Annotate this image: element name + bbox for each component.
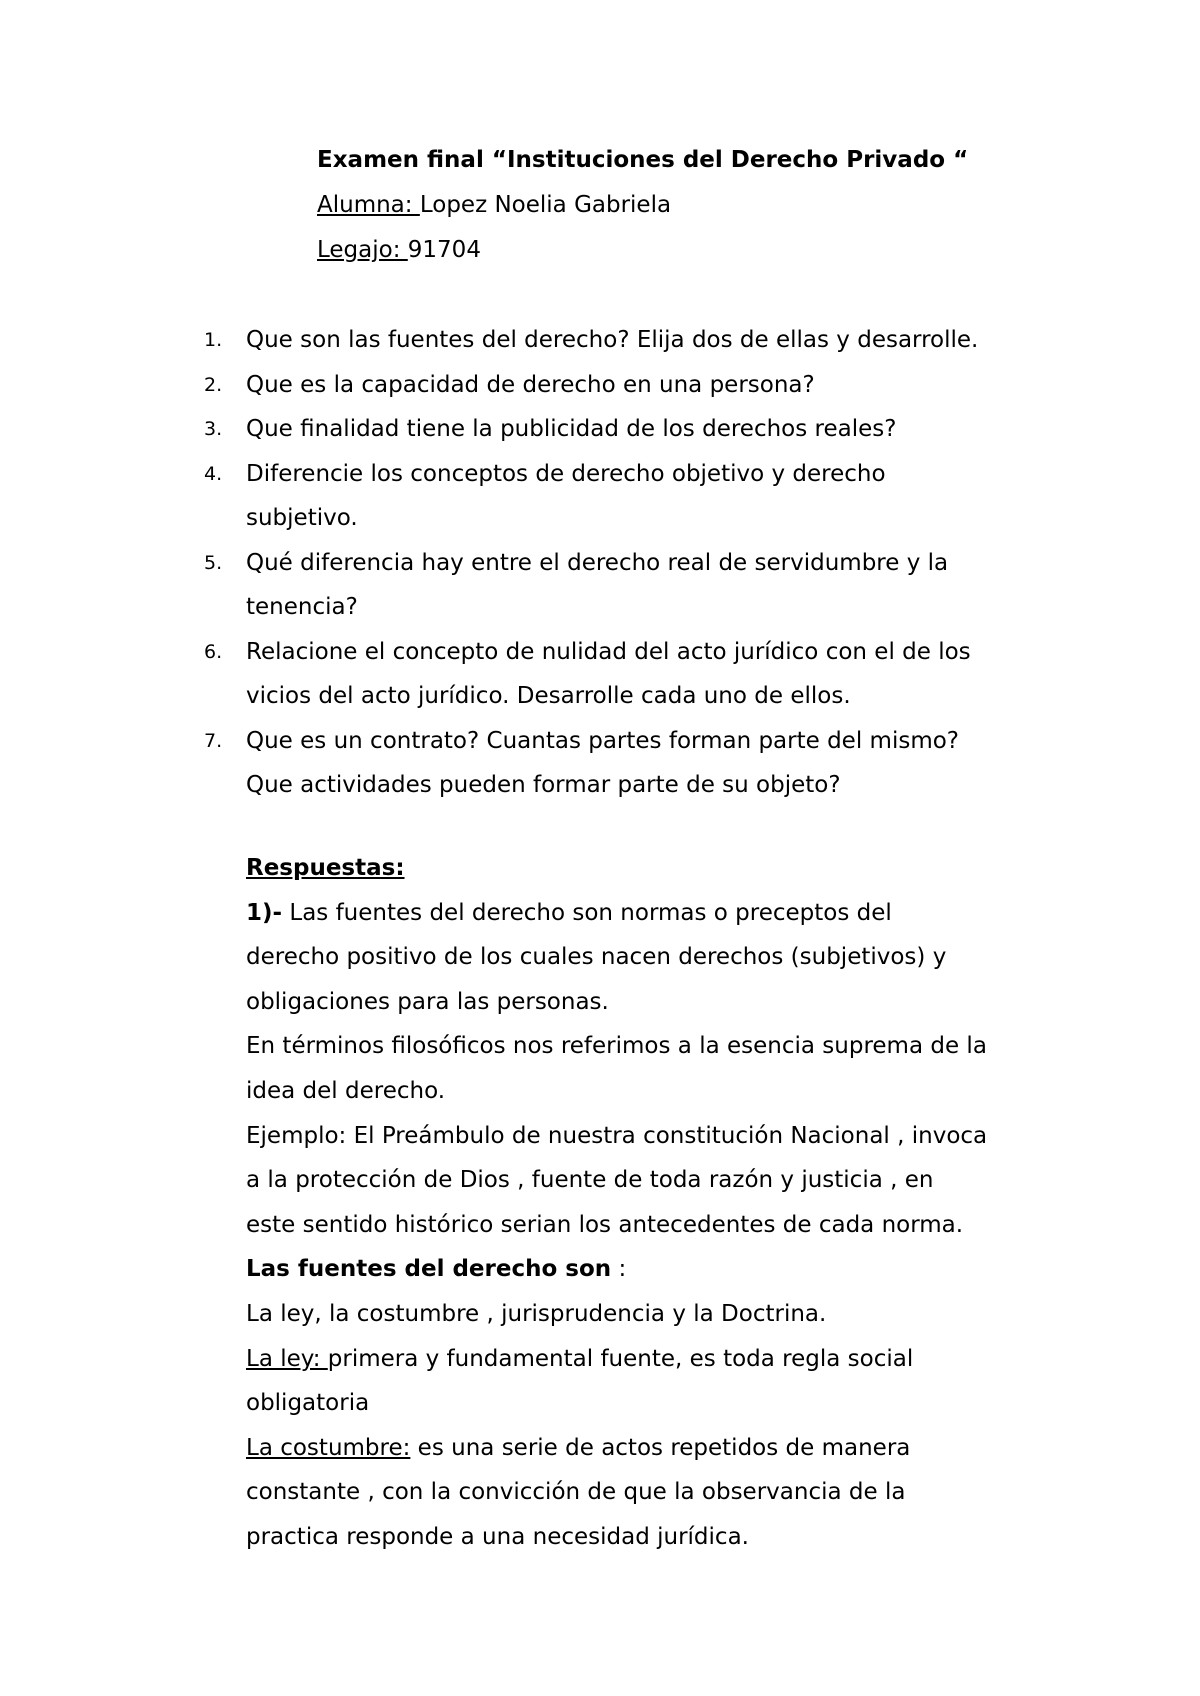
student-line bbox=[317, 183, 968, 228]
answer-1-line: obligaciones para las personas. bbox=[246, 988, 609, 1015]
answer-1-line: a la protección de Dios , fuente de toda razón y justicia , en bbox=[246, 1167, 934, 1194]
question-text-line: Que es la capacidad de derecho en una persona? bbox=[246, 371, 815, 398]
sources-colon: : bbox=[611, 1256, 627, 1283]
ley-line: obligatoria bbox=[246, 1390, 370, 1417]
legajo-value: 91704 bbox=[407, 237, 481, 263]
question-item bbox=[204, 452, 1064, 541]
ley-label: La ley: bbox=[246, 1345, 328, 1372]
question-item bbox=[204, 318, 1064, 363]
sources-heading-line bbox=[246, 1247, 1066, 1292]
answer-1-line: derecho positivo de los cuales nacen derechos (subjetivos) y bbox=[246, 944, 947, 971]
question-text-line: Que actividades pueden formar parte de su objeto? bbox=[246, 772, 841, 798]
answer-1-line: este sentido histórico serian los antecedentes de cada norma. bbox=[246, 1211, 964, 1238]
question-number: 5. bbox=[204, 551, 223, 574]
question-text-line: Relacione el concepto de nulidad del acto jurídico con el de los bbox=[246, 638, 971, 665]
student-label: Alumna: bbox=[317, 192, 420, 218]
question-number: 2. bbox=[204, 373, 223, 396]
costumbre-line bbox=[246, 1426, 1066, 1471]
document-header bbox=[317, 138, 968, 273]
question-text-line: Diferencie los conceptos de derecho objetivo y derecho bbox=[246, 460, 886, 487]
question-item bbox=[204, 630, 1064, 719]
answer-1-line bbox=[246, 891, 1066, 936]
question-number: 7. bbox=[204, 729, 223, 752]
question-item bbox=[204, 541, 1064, 630]
question-list bbox=[204, 318, 1064, 808]
question-text-line: tenencia? bbox=[246, 594, 358, 620]
question-text-line: Qué diferencia hay entre el derecho real de servidumbre y la bbox=[246, 549, 949, 576]
question-number: 3. bbox=[204, 418, 223, 440]
question-item bbox=[204, 363, 1064, 408]
sources-heading: Las fuentes del derecho son bbox=[246, 1256, 612, 1283]
answer-1-number: 1)- bbox=[246, 899, 283, 926]
answers-heading: Respuestas: bbox=[246, 855, 405, 881]
question-item bbox=[204, 719, 1064, 808]
sources-list: La ley, la costumbre , jurisprudencia y la Doctrina. bbox=[246, 1300, 827, 1327]
answer-1-line: Ejemplo: El Preámbulo de nuestra constitución Nacional , invoca bbox=[246, 1122, 988, 1149]
answers-section bbox=[246, 846, 1066, 1560]
answer-1-text: Las fuentes del derecho son normas o preceptos del bbox=[282, 899, 892, 926]
question-item bbox=[204, 407, 1064, 452]
ley-line bbox=[246, 1337, 1066, 1382]
question-number: 4. bbox=[204, 462, 223, 485]
question-number: 1. bbox=[204, 329, 223, 351]
legajo-label: Legajo: bbox=[317, 237, 408, 263]
question-text-line: subjetivo. bbox=[246, 505, 358, 531]
question-text-line: Que finalidad tiene la publicidad de los derechos reales? bbox=[246, 416, 897, 442]
costumbre-line: practica responde a una necesidad jurídica. bbox=[246, 1523, 749, 1550]
answer-1-line: En términos filosóficos nos referimos a la esencia suprema de la bbox=[246, 1033, 987, 1060]
question-text-line: vicios del acto jurídico. Desarrolle cada uno de ellos. bbox=[246, 683, 851, 709]
costumbre-line: constante , con la convicción de que la observancia de la bbox=[246, 1479, 906, 1506]
exam-title: Examen final “Instituciones del Derecho Privado “ bbox=[317, 147, 969, 173]
answer-1-line: idea del derecho. bbox=[246, 1077, 446, 1104]
question-number: 6. bbox=[204, 640, 223, 663]
costumbre-label: La costumbre: bbox=[246, 1434, 411, 1461]
question-text-line: Que es un contrato? Cuantas partes forman parte del mismo? bbox=[246, 727, 959, 754]
legajo-line bbox=[317, 228, 968, 273]
question-text-line: Que son las fuentes del derecho? Elija dos de ellas y desarrolle. bbox=[246, 327, 979, 353]
costumbre-text: es una serie de actos repetidos de manera bbox=[410, 1434, 911, 1461]
student-name: Lopez Noelia Gabriela bbox=[419, 192, 672, 218]
ley-text: primera y fundamental fuente, es toda regla social bbox=[327, 1345, 914, 1372]
